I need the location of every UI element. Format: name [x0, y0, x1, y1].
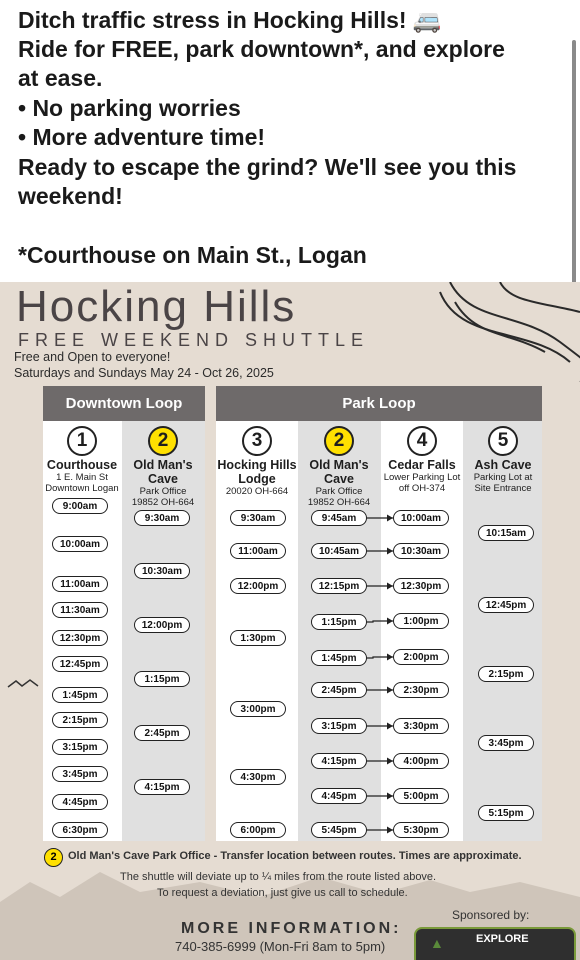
time-ash: 10:15am — [478, 525, 534, 541]
stop-name: Hocking Hills Lodge — [217, 458, 297, 486]
time-ash: 5:15pm — [478, 805, 534, 821]
time-courthouse: 1:45pm — [52, 687, 108, 703]
stop-name: Old Man's Cave — [309, 458, 369, 486]
time-omc_park: 1:45pm — [311, 650, 367, 666]
legend-text: Old Man's Cave Park Office - Transfer location between routes. Times are approximate. — [68, 850, 522, 862]
time-omc_park: 12:15pm — [311, 578, 367, 594]
time-cedar: 10:00am — [393, 510, 449, 526]
time-courthouse: 2:15pm — [52, 712, 108, 728]
stop-name: Ash Cave — [474, 458, 532, 472]
stop-address: 20020 OH-664 — [225, 486, 289, 497]
transfer-legend-marker: 2 — [44, 848, 63, 867]
scrollbar[interactable] — [572, 40, 576, 290]
time-courthouse: 4:45pm — [52, 794, 108, 810]
time-ash: 3:45pm — [478, 735, 534, 751]
stop-address: 19852 OH-664 — [307, 497, 371, 508]
stop-number: 2 — [324, 426, 354, 456]
time-cedar: 3:30pm — [393, 718, 449, 734]
time-omc_park: 5:45pm — [311, 822, 367, 838]
post-line: • No parking worries — [18, 95, 241, 121]
time-courthouse: 9:00am — [52, 498, 108, 514]
time-lodge: 1:30pm — [230, 630, 286, 646]
time-courthouse: 3:45pm — [52, 766, 108, 782]
stop-address: Park Office — [315, 486, 363, 497]
stop-address: Lower Parking Lot — [383, 472, 461, 483]
stop-address: Downtown Logan — [45, 483, 119, 494]
sponsored-label: Sponsored by: — [452, 908, 530, 922]
time-lodge: 9:30am — [230, 510, 286, 526]
post-line: Ride for FREE, park downtown*, and explore — [18, 36, 505, 62]
stop-name: Courthouse — [46, 458, 118, 472]
time-courthouse: 11:30am — [52, 602, 108, 618]
stop-number: 3 — [242, 426, 272, 456]
park-loop-header: Park Loop — [216, 386, 542, 421]
time-cedar: 1:00pm — [393, 613, 449, 629]
time-omc_downtown: 4:15pm — [134, 779, 190, 795]
time-courthouse: 10:00am — [52, 536, 108, 552]
time-courthouse: 11:00am — [52, 576, 108, 592]
time-courthouse: 12:30pm — [52, 630, 108, 646]
stop-number: 4 — [407, 426, 437, 456]
deviation-note: The shuttle will deviate up to ¼ miles from the route listed above. — [120, 871, 437, 883]
time-omc_downtown: 12:00pm — [134, 617, 190, 633]
stop-name: Old Man's Cave — [133, 458, 193, 486]
time-cedar: 5:30pm — [393, 822, 449, 838]
poster-info-open: Free and Open to everyone! — [14, 350, 171, 364]
shuttle-poster — [0, 282, 580, 960]
poster-info-dates: Saturdays and Sundays May 24 - Oct 26, 2025 — [14, 366, 274, 380]
time-omc_park: 4:15pm — [311, 753, 367, 769]
stop-address: Parking Lot at — [473, 472, 533, 483]
time-cedar: 12:30pm — [393, 578, 449, 594]
time-omc_park: 3:15pm — [311, 718, 367, 734]
time-omc_downtown: 9:30am — [134, 510, 190, 526]
deviation-request-note: To request a deviation, just give us call to schedule. — [157, 887, 408, 899]
time-ash: 2:15pm — [478, 666, 534, 682]
time-cedar: 10:30am — [393, 543, 449, 559]
post-line: *Courthouse on Main St., Logan — [18, 242, 367, 268]
stop-number: 2 — [148, 426, 178, 456]
post-line: Ditch traffic stress in Hocking Hills! 🚐 — [18, 7, 442, 33]
post-text — [0, 0, 580, 282]
post-line: at ease. — [18, 65, 103, 91]
time-courthouse: 12:45pm — [52, 656, 108, 672]
time-omc_park: 1:15pm — [311, 614, 367, 630]
time-cedar: 2:30pm — [393, 682, 449, 698]
stop-address: 1 E. Main St — [56, 472, 108, 483]
time-omc_park: 4:45pm — [311, 788, 367, 804]
time-omc_downtown: 2:45pm — [134, 725, 190, 741]
time-courthouse: 6:30pm — [52, 822, 108, 838]
poster-subtitle: FREE WEEKEND SHUTTLE — [18, 330, 370, 350]
time-omc_downtown: 1:15pm — [134, 671, 190, 687]
time-lodge: 12:00pm — [230, 578, 286, 594]
time-cedar: 2:00pm — [393, 649, 449, 665]
stop-address: Park Office — [139, 486, 187, 497]
time-courthouse: 3:15pm — [52, 739, 108, 755]
downtown-loop-header: Downtown Loop — [43, 386, 205, 421]
poster-title: Hocking Hills — [16, 282, 297, 331]
tree-icon: ▲ — [430, 935, 444, 951]
time-ash: 12:45pm — [478, 597, 534, 613]
sponsor-name: EXPLORE — [476, 933, 529, 945]
time-cedar: 4:00pm — [393, 753, 449, 769]
time-lodge: 11:00am — [230, 543, 286, 559]
stop-number: 1 — [67, 426, 97, 456]
stop-name: Cedar Falls — [388, 458, 456, 472]
phone-info[interactable]: 740-385-6999 (Mon-Fri 8am to 5pm) — [175, 939, 386, 954]
more-info-heading: MORE INFORMATION: — [181, 920, 402, 937]
post-line: Ready to escape the grind? We'll see you this — [18, 154, 517, 180]
stop-address: off OH-374 — [398, 483, 446, 494]
time-cedar: 5:00pm — [393, 788, 449, 804]
stop-address: Site Entrance — [474, 483, 532, 494]
time-lodge: 6:00pm — [230, 822, 286, 838]
post-line: weekend! — [18, 183, 123, 209]
time-lodge: 4:30pm — [230, 769, 286, 785]
post-line: • More adventure time! — [18, 124, 266, 150]
time-omc_park: 9:45am — [311, 510, 367, 526]
time-omc_park: 10:45am — [311, 543, 367, 559]
sponsor-logo — [414, 927, 576, 960]
stop-number: 5 — [488, 426, 518, 456]
time-omc_downtown: 10:30am — [134, 563, 190, 579]
stop-address: 19852 OH-664 — [131, 497, 195, 508]
time-lodge: 3:00pm — [230, 701, 286, 717]
time-omc_park: 2:45pm — [311, 682, 367, 698]
